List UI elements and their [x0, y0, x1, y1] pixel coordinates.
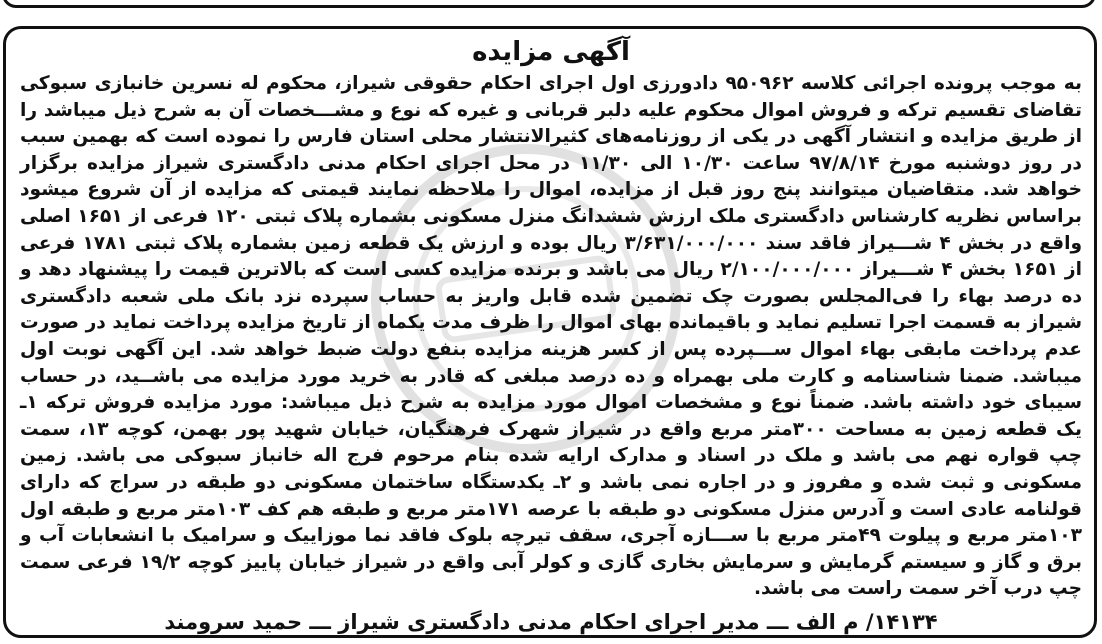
notice-title: آگهی مزایده [472, 37, 630, 67]
auction-notice [3, 26, 1097, 638]
notice-body: به موجب پرونده اجرائی کلاسه ۹۵۰۹۶۲ دادورزی اول اجرای احکام حقوقی شیراز، محکوم له نسرین خانبازی سبوکی تقاضای تقسیم ترکه و فروش اموال محکوم علیه دلبر قربانی و غیره که نوع و مشـــخصات آن به شرح ذیل میباشد را از طریق مزایده و انتشار آگهی در یکی از روزنامه‌های کثیرالانتشار محلی استان فارس را نموده است که بهمین سبب در روز دوشنبه مورخ ۹۷/۸/۱۴ ساعت ۱۰/۳۰ الی ۱۱/۳۰ در محل اجرای احکام مدنی دادگستری شیراز مزایده برگزار خواهد شد. متقاضیان میتوانند پنج روز قبل از مزایده، اموال را ملاحظه نمایند قیمتی که مزایده از آن شروع میشود براساس نظریه کارشناس دادگستری ملک ارزش ششدانگ منزل مسکونی بشماره پلاک ثبتی ۱۲۰ فرعی از ۱۶۵۱ اصلی واقع در بخش ۴ شـــیراز فاقد سند ۳/۶۳۱/۰۰۰/۰۰۰ ریال بوده و ارزش یک قطعه زمین بشماره پلاک ثبتی ۱۷۸۱ فرعی از ۱۶۵۱ بخش ۴ شـــیراز ۲/۱۰۰/۰۰۰/۰۰۰ ریال می باشد و برنده مزایده کسی است که بالاترین قیمت را پیشنهاد دهد و ده درصد بهاء را فی‌المجلس بصورت چک تضمین شده قابل واریز به حساب سپرده نزد بانک ملی شعبه دادگستری شیراز به قسمت اجرا تسلیم نماید و باقیمانده بهای اموال را ظرف مدت یکماه از تاریخ مزایده پرداخت نماید در صورت عدم پرداخت مابقی بهاء اموال ســـپرده پس از کسر هزینه مزایده بنفع دولت ضبط خواهد شد. این آگهی نوبت اول میباشد. ضمنا شناسنامه و کارت ملی بهمراه و ده درصد مبلغی که قادر به خرید مورد مزایده می باشــید، در حساب سیبای خود داشته باشد. ضمناً نوع و مشخصات اموال مورد مزایده به شرح ذیل میباشد: مورد مزایده فروش ترکه ۱ـ یک قطعه زمین به مساحت ۳۰۰متر مربع واقع در شیراز شهرک فرهنگیان، خیابان شهید پور بهمن، کوچه ۱۳، سمت چپ قواره نهم می باشد و ملک در اسناد و مدارک ارایه شده بنام مرحوم فرج اله خانباز سبوکی می باشد. زمین مسکونی و ثبت شده و مفروز و در اجاره نمی باشد و ۲ـ یکدستگاه ساختمان مسکونی دو طبقه در سراج که دارای قولنامه عادی است و آدرس منزل مسکونی دو طبقه با عرصه ۱۷۱متر مربع و طبقه هم کف ۱۰۳متر مربع و طبقه اول ۱۰۳متر مربع و پیلوت ۴۹متر مربع با ســـازه آجری، سقف تیرچه بلوک فاقد نما موزاییک و سرامیک با انشعابات آب و برق و گاز و سیستم گرمایش و سرمایش بخاری گازی و کولر آبی واقع در شیراز خیابان پاییز کوچه ۱۹/۲ فرعی سمت چپ درب آخر سمت راست می باشد. [20, 73, 1083, 600]
previous-notice-frame [2, 0, 1096, 8]
notice-signature: ۱۴۱۳۴/ م الف ـــ مدیر اجرای احکام مدنی دادگستری شیراز ـــ حمید سرومند [164, 609, 938, 634]
